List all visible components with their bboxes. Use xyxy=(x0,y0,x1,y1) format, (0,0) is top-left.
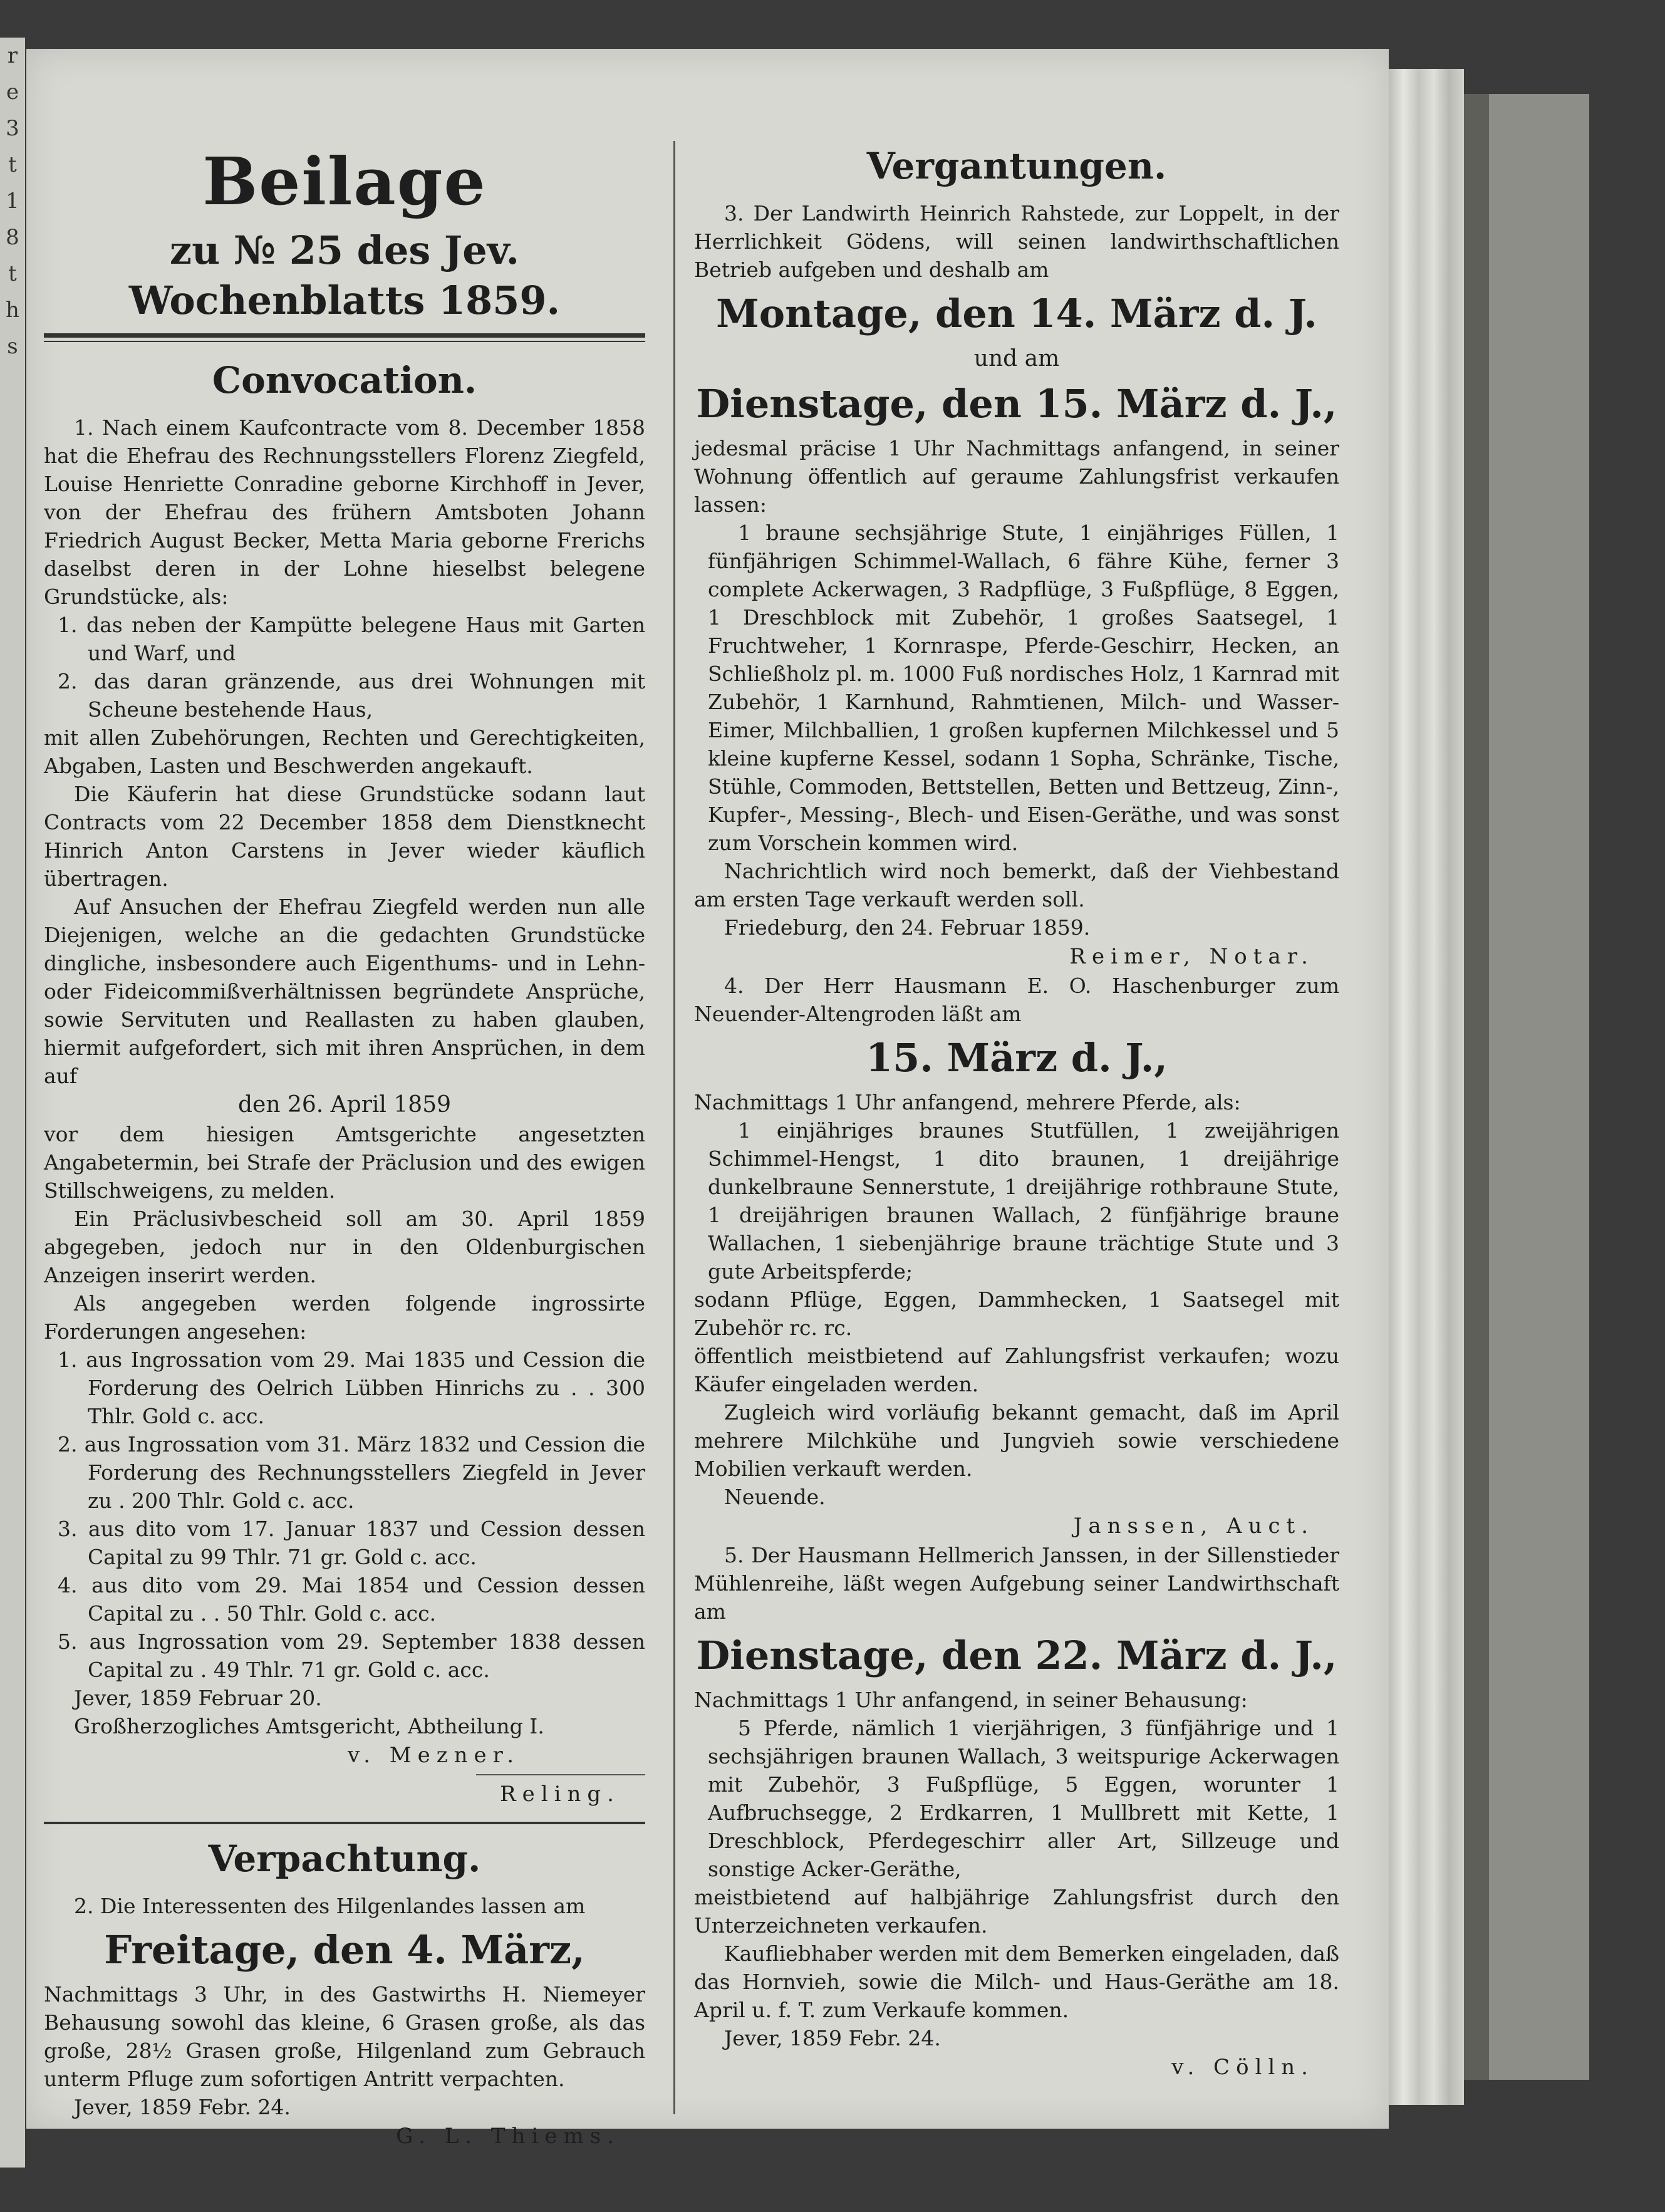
cover-edge xyxy=(1464,94,1489,2080)
item3-note: Nachrichtlich wird noch bemerkt, daß der Viehbestand am ersten Tage verkauft werden soll. xyxy=(694,859,1339,911)
strip-glyph: e xyxy=(6,80,19,105)
convocation-item: 1. das neben der Kampütte belegene Haus mit Garten und Warf, und xyxy=(58,613,645,665)
item3-und-am: und am xyxy=(973,346,1060,371)
item5-intro: 5. Der Hausmann Hellmerich Janssen, in der Sillenstieder Mühlenreihe, läßt wegen Aufgebung seiner Landwirthschaft am xyxy=(694,1543,1339,1624)
convocation-intro: 1. Nach einem Kaufcontracte vom 8. December 1858 hat die Ehefrau des Rechnungsstellers Florenz Ziegfeld, Louise Henriette Conradine geborne Kirchhoff in Jever, von der Ehefrau des frühern Amtsboten Johann Friedrich August Becker, Metta Maria geborne Frerichs daselbst deren in der Lohne hieselbst belegene Grundstücke, als: xyxy=(44,415,645,609)
strip-glyph: 1 xyxy=(6,189,19,214)
item4-goods: 1 einjähriges braunes Stutfüllen, 1 zweijährigen Schimmel-Hengst, 1 dito braunen, 1 dreijährige dunkelbraune Sennerstute, 1 dreijährige rothbraune Stute, 1 dreijährigen braunen Wallach, 2 fünfjährige braune Wallachen, 1 siebenjährige braune trächtige Stute und 3 gute Arbeitspferde; xyxy=(708,1118,1339,1284)
item5-goods: 5 Pferde, nämlich 1 vierjährigen, 3 fünfjährige und 1 sechsjährigen braunen Wallach, 3 weitspurige Ackerwagen mit Zubehör, 3 Fußpflüge, 5 Eggen, worunter 1 Aufbruchsegge, 2 Erdkarren, 1 Mullbrett mit Kette, 1 Dreschblock, Pferdegeschirr aller Art, Sillzeuge und sonstige Acker-Geräthe, xyxy=(708,1716,1339,1881)
convocation-para: Die Käuferin hat diese Grundstücke sodann laut Contracts vom 22 December 1858 dem Dienstknecht Hinrich Anton Carstens in Jever wieder käuflich übertragen. xyxy=(44,782,645,891)
item4-note: Zugleich wird vorläufig bekannt gemacht, daß im April mehrere Milchkühe und Jungvieh sowie verschiedene Mobilien verkauft werden. xyxy=(694,1400,1339,1481)
convocation-heading: Convocation. xyxy=(212,359,477,402)
item4-intro: 4. Der Herr Hausmann E. O. Haschenburger zum Neuender-Altengroden läßt am xyxy=(694,974,1339,1026)
item4-place: Neuende. xyxy=(724,1485,826,1509)
previous-page-edge xyxy=(0,38,25,2168)
item3-intro: 3. Der Landwirth Heinrich Rahstede, zur Loppelt, in der Herrlichkeit Gödens, will seinen landwirthschaftlichen Betrieb aufgeben und deshalb am xyxy=(694,201,1339,282)
verpachtung-date: Freitage, den 4. März, xyxy=(104,1927,585,1973)
strip-glyph: t xyxy=(8,152,17,177)
claim-item: 4. aus dito vom 29. Mai 1854 und Cession dessen Capital zu . . 50 Thlr. Gold c. acc. xyxy=(58,1573,645,1626)
item4-signer: Janssen, Auct. xyxy=(1073,1514,1314,1539)
strip-glyph: 3 xyxy=(6,116,19,141)
item3-body: jedesmal präcise 1 Uhr Nachmittags anfangend, in seiner Wohnung öffentlich auf geraume Zahlungsfrist verkaufen lassen: xyxy=(694,436,1339,517)
book-spine-edge xyxy=(1389,69,1464,2105)
item4-sale: öffentlich meistbietend auf Zahlungsfrist verkaufen; wozu Käufer eingeladen werden. xyxy=(694,1344,1339,1396)
strip-glyph: s xyxy=(7,334,18,359)
convocation-para: Als angegeben werden folgende ingrossirte Forderungen angesehen: xyxy=(44,1291,645,1344)
item3-date1: Montage, den 14. März d. J. xyxy=(716,291,1317,336)
item4-body: Nachmittags 1 Uhr anfangend, mehrere Pferde, als: xyxy=(694,1090,1241,1114)
verpachtung-intro: 2. Die Interessenten des Hilgenlandes lassen am xyxy=(74,1894,586,1918)
strip-glyph: t xyxy=(8,261,17,286)
section-rule xyxy=(44,1822,645,1824)
verpachtung-signer: G. L. Thiems. xyxy=(396,2124,620,2149)
convocation-para: vor dem hiesigen Amtsgerichte angesetzten Angabetermin, bei Strafe der Präclusion und des ewigen Stillschweigens, zu melden. xyxy=(44,1122,645,1203)
convocation-after-items: mit allen Zubehörungen, Rechten und Gerechtigkeiten, Abgaben, Lasten und Beschwerden angekauft. xyxy=(44,725,645,778)
strip-glyph: 8 xyxy=(6,225,19,250)
item5-date: Dienstage, den 22. März d. J., xyxy=(696,1633,1337,1678)
strip-glyph: r xyxy=(7,43,18,68)
item5-place-date: Jever, 1859 Febr. 24. xyxy=(724,2026,941,2050)
vergantungen-heading: Vergantungen. xyxy=(866,145,1167,187)
convocation-signer: Reling. xyxy=(500,1782,620,1807)
verpachtung-heading: Verpachtung. xyxy=(208,1837,481,1880)
item3-date2: Dienstage, den 15. März d. J., xyxy=(696,381,1337,427)
verpachtung-body: Nachmittags 3 Uhr, in des Gastwirths H. Niemeyer Behausung sowohl das kleine, 6 Grasen große, als das große, 28½ Grasen große, Hilgenland zum Gebrauch unterm Pfluge zum sofortigen Antritt verpachten. xyxy=(44,1982,645,2091)
claim-item: 2. aus Ingrossation vom 31. März 1832 und Cession die Forderung des Rechnungsstellers Ziegfeld in Jever zu . 200 Thlr. Gold c. acc. xyxy=(58,1432,645,1513)
right-column xyxy=(694,75,1339,2082)
convocation-court: Großherzogliches Amtsgericht, Abtheilung I. xyxy=(74,1714,544,1738)
convocation-place-date: Jever, 1859 Februar 20. xyxy=(74,1686,322,1710)
item5-sale: meistbietend auf halbjährige Zahlungsfrist durch den Unterzeichneten verkaufen. xyxy=(694,1885,1339,1938)
convocation-para: Auf Ansuchen der Ehefrau Ziegfeld werden nun alle Diejenigen, welche an die gedachten Grundstücke dingliche, insbesondere auch Eigenthums- und in Lehn- oder Fideicommißverhältnissen begründete Ansprüche, sowie Servituten und Reallasten zu haben glauben, hiermit aufgefordert, sich mit ihren Ansprüchen, in dem auf xyxy=(44,895,645,1088)
item5-signer: v. Cölln. xyxy=(1171,2055,1314,2080)
masthead-title: Beilage xyxy=(202,143,487,220)
item5-body: Nachmittags 1 Uhr anfangend, in seiner Behausung: xyxy=(694,1688,1248,1712)
left-column xyxy=(44,75,645,2151)
item3-signer: Reimer, Notar. xyxy=(1069,944,1314,969)
masthead-rule xyxy=(44,333,645,342)
convocation-signer: v. Mezner. xyxy=(348,1743,520,1768)
item3-place-date: Friedeburg, den 24. Februar 1859. xyxy=(724,915,1091,940)
convocation-date: den 26. April 1859 xyxy=(237,1092,451,1118)
convocation-para: Ein Präclusivbescheid soll am 30. April 1859 abgegeben, jedoch nur in den Oldenburgischen Anzeigen inserirt werden. xyxy=(44,1207,645,1287)
claim-item: 3. aus dito vom 17. Januar 1837 und Cession dessen Capital zu 99 Thlr. 71 gr. Gold c. acc. xyxy=(58,1517,645,1569)
strip-glyph: h xyxy=(6,298,19,323)
item5-note: Kaufliebhaber werden mit dem Bemerken eingeladen, daß das Hornvieh, sowie die Milch- und Haus-Geräthe am 18. April u. f. T. zum Verkaufe kommen. xyxy=(694,1941,1339,2022)
item4-sodann: sodann Pflüge, Eggen, Dammhecken, 1 Saatsegel mit Zubehör rc. rc. xyxy=(694,1287,1339,1340)
book-cover xyxy=(1464,94,1589,2080)
column-rule xyxy=(673,141,675,2114)
item4-date: 15. März d. J., xyxy=(866,1035,1168,1081)
item3-goods: 1 braune sechsjährige Stute, 1 einjähriges Füllen, 1 fünfjährigen Schimmel-Wallach, 6 fähre Kühe, ferner 3 complete Ackerwagen, 3 Radpflüge, 3 Fußpflüge, 8 Eggen, 1 Dreschblock mit Zubehör, 1 großes Saatsegel, 1 Fruchtweher, 1 Kornraspe, Pferde-Geschirr, Hecken, an Schließholz pl. m. 1000 Fuß nordisches Holz, 1 Karnrad mit Zubehör, 1 Karnhund, Rahmtienen, Milch- und Wasser-Eimer, Milchballien, 1 großen kupfernen Milchkessel und 5 kleine kupferne Kessel, sodann 1 Sopha, Schränke, Tische, Stühle, Commoden, Bettstellen, Betten und Bettzeug, Zinn-, Kupfer-, Messing-, Blech- und Eisen-Geräthe, und was sonst zum Vorschein kommen wird. xyxy=(708,521,1339,855)
verpachtung-place-date: Jever, 1859 Febr. 24. xyxy=(74,2095,291,2119)
claim-item: 1. aus Ingrossation vom 29. Mai 1835 und Cession die Forderung des Oelrich Lübben Hinrichs zu . . 300 Thlr. Gold c. acc. xyxy=(58,1347,645,1428)
convocation-item: 2. das daran gränzende, aus drei Wohnungen mit Scheune bestehende Haus, xyxy=(58,669,645,722)
signature-rule xyxy=(476,1774,645,1775)
claim-item: 5. aus Ingrossation vom 29. September 1838 dessen Capital zu . 49 Thlr. 71 gr. Gold c. acc. xyxy=(58,1629,645,1682)
masthead-subtitle: zu № 25 des Jev. Wochenblatts 1859. xyxy=(128,227,561,323)
